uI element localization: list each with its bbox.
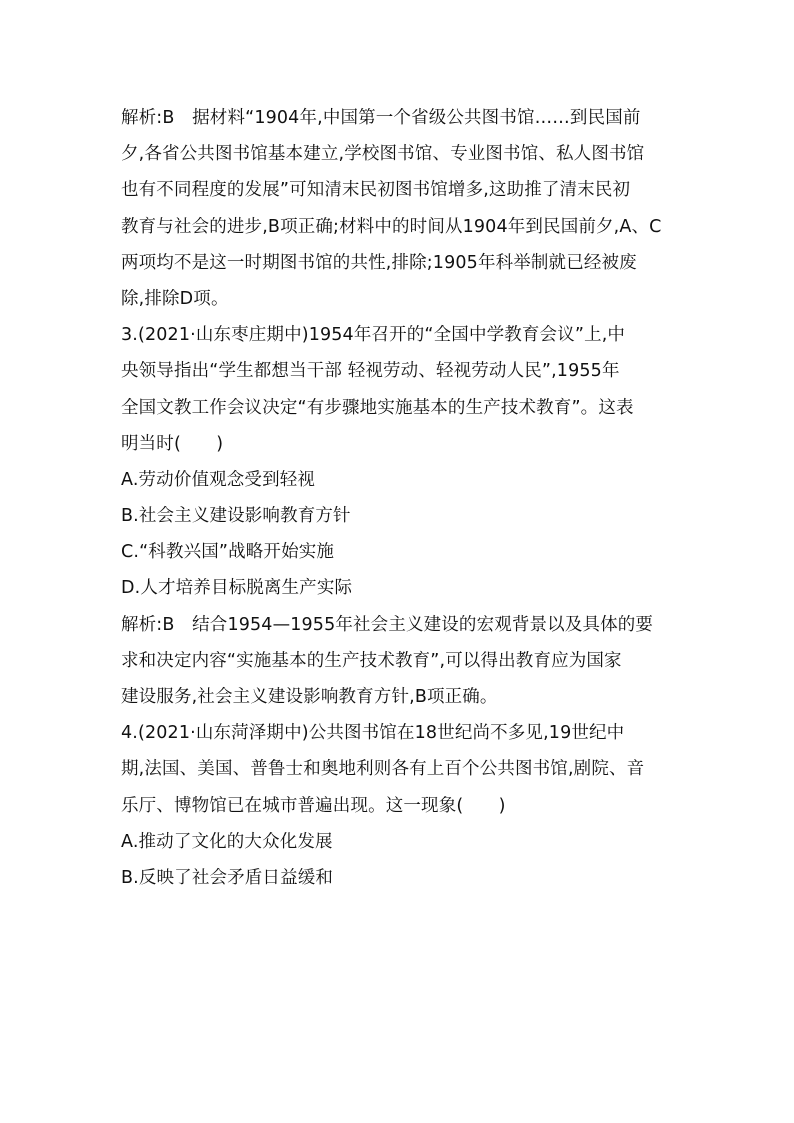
text-line: 夕,各省公共图书馆基本建立,学校图书馆、专业图书馆、私人图书馆 <box>121 144 645 165</box>
option-c: C.“科教兴国”战略开始实施 <box>121 542 335 563</box>
analysis-line: 解析:B 结合1954—1955年社会主义建设的宏观背景以及具体的要 <box>121 614 654 635</box>
text-line: 教育与社会的进步,B项正确;材料中的时间从1904年到民国前夕,A、C <box>121 216 662 237</box>
question-4-line: 期,法国、美国、普鲁士和奥地利则各有上百个公共图书馆,剧院、音 <box>121 759 645 780</box>
analysis-line: 建设服务,社会主义建设影响教育方针,B项正确。 <box>121 687 498 707</box>
text-line: 解析:B 据材料“1904年,中国第一个省级公共图书馆……到民国前 <box>121 108 641 128</box>
option-b: B.社会主义建设影响教育方针 <box>121 506 351 527</box>
text-line: 两项均不是这一时期图书馆的共性,排除;1905年科举制就已经被废 <box>121 252 637 273</box>
option-a: A.劳动价值观念受到轻视 <box>121 469 316 490</box>
text-line: 也有不同程度的发展”可知清末民初图书馆增多,这助推了清末民初 <box>121 180 631 201</box>
option-d: D.人才培养目标脱离生产实际 <box>121 578 353 599</box>
question-4-line: 乐厅、博物馆已在城市普遍出现。这一现象( ) <box>121 795 506 816</box>
question-3-line: 3.(2021·山东枣庄期中)1954年召开的“全国中学教育会议”上,中 <box>121 325 626 346</box>
analysis-line: 求和决定内容“实施基本的生产技术教育”,可以得出教育应为国家 <box>121 650 622 671</box>
question-3-line: 明当时( ) <box>121 433 224 454</box>
question-3-line: 全国文教工作会议决定“有步骤地实施基本的生产技术教育”。这表 <box>121 397 634 418</box>
option-b: B.反映了社会矛盾日益缓和 <box>121 867 334 888</box>
option-a: A.推动了文化的大众化发展 <box>121 831 333 852</box>
document-body <box>121 100 681 896</box>
question-4-line: 4.(2021·山东菏泽期中)公共图书馆在18世纪尚不多见,19世纪中 <box>121 723 625 744</box>
text-line: 除,排除D项。 <box>121 288 229 309</box>
question-3-line: 央领导指出“学生都想当干部 轻视劳动、轻视劳动人民”,1955年 <box>121 361 620 382</box>
